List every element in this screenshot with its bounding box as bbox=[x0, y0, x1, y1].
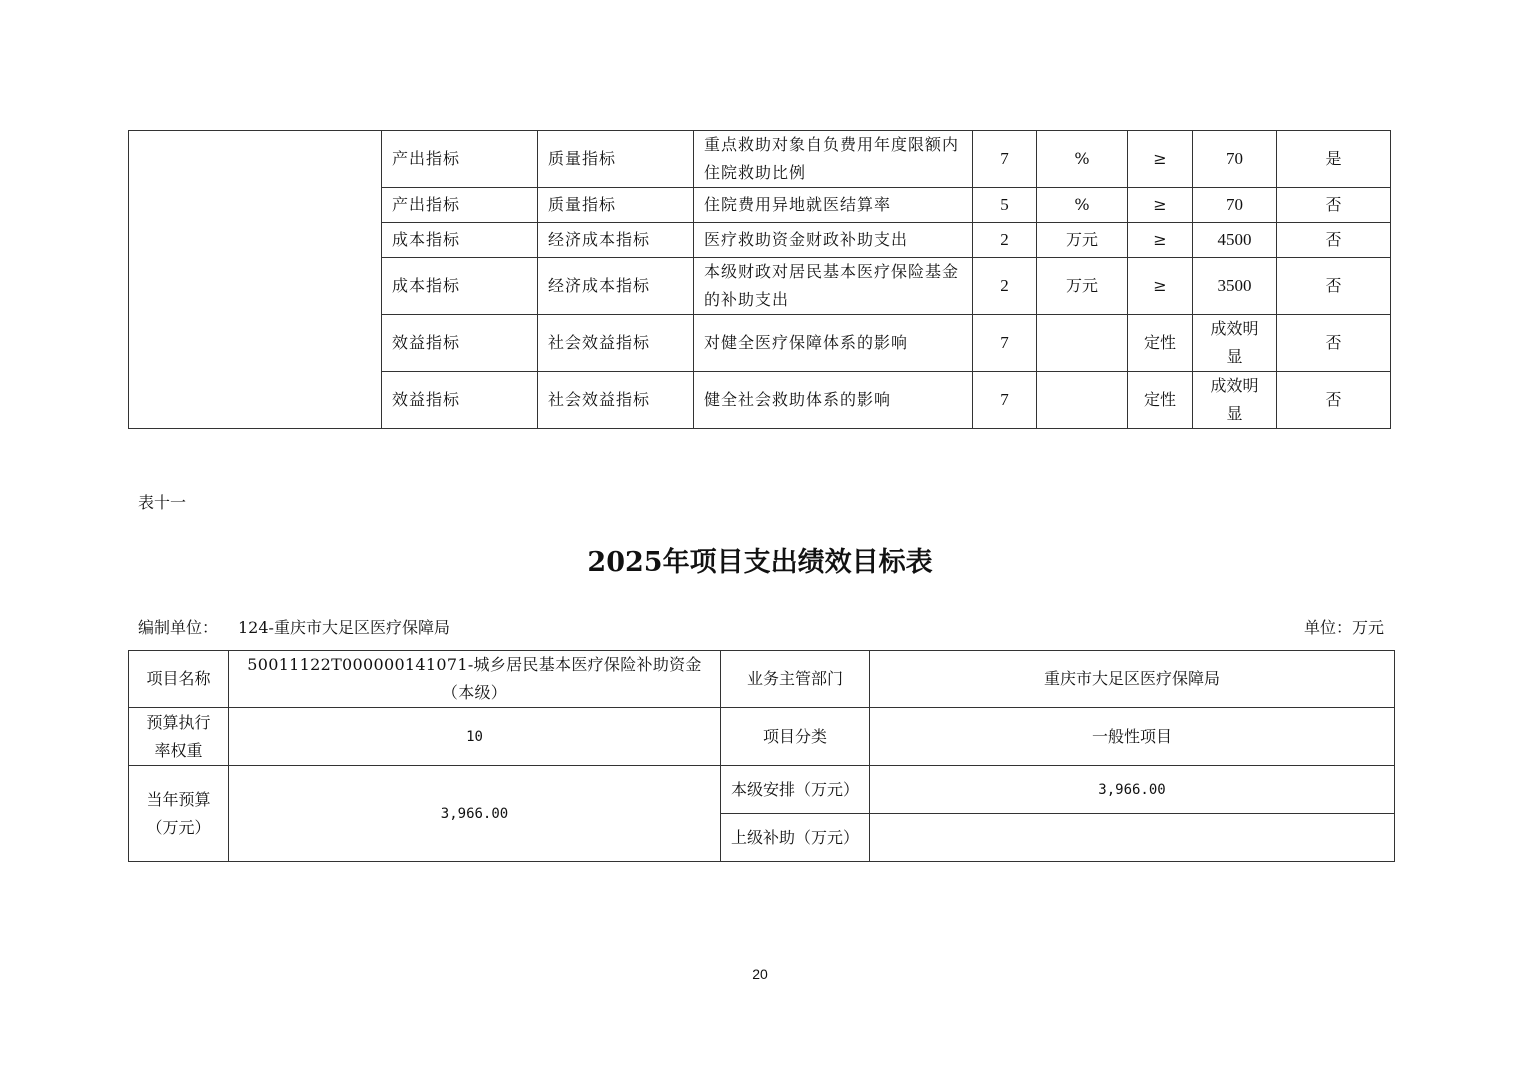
project-row bbox=[129, 708, 1395, 766]
category-label: 项目分类 bbox=[721, 708, 870, 766]
indicator-operator: 定性 bbox=[1128, 372, 1193, 429]
indicator-weight: 7 bbox=[973, 372, 1037, 429]
indicator-name: 住院费用异地就医结算率 bbox=[694, 188, 973, 223]
project-name-value: 50011122T000000141071-城乡居民基本医疗保险补助资金（本级） bbox=[229, 651, 721, 708]
indicator-table bbox=[128, 130, 1391, 429]
indicator-value: 成效明显 bbox=[1193, 315, 1277, 372]
indicator-weight: 2 bbox=[973, 223, 1037, 258]
local-value: 3,966.00 bbox=[870, 766, 1395, 814]
blank-merged-cell bbox=[129, 131, 382, 429]
indicator-weight: 7 bbox=[973, 315, 1037, 372]
indicator-value: 70 bbox=[1193, 188, 1277, 223]
level1-indicator: 产出指标 bbox=[382, 188, 538, 223]
indicator-operator: ≥ bbox=[1128, 223, 1193, 258]
indicator-core-flag: 否 bbox=[1277, 188, 1391, 223]
indicator-value: 3500 bbox=[1193, 258, 1277, 315]
indicator-name: 对健全医疗保障体系的影响 bbox=[694, 315, 973, 372]
project-table bbox=[128, 650, 1395, 862]
indicator-value: 4500 bbox=[1193, 223, 1277, 258]
table-label: 表十一 bbox=[138, 493, 187, 512]
indicator-name: 重点救助对象自负费用年度限额内住院救助比例 bbox=[694, 131, 973, 188]
exec-weight-label: 预算执行率权重 bbox=[129, 708, 229, 766]
indicator-unit bbox=[1037, 315, 1128, 372]
unit-text: 单位：万元 bbox=[1303, 618, 1384, 637]
indicator-operator: ≥ bbox=[1128, 258, 1193, 315]
indicator-weight: 2 bbox=[973, 258, 1037, 315]
indicator-core-flag: 否 bbox=[1277, 372, 1391, 429]
dept-value: 重庆市大足区医疗保障局 bbox=[870, 651, 1395, 708]
level1-indicator: 成本指标 bbox=[382, 258, 538, 315]
indicator-core-flag: 是 bbox=[1277, 131, 1391, 188]
indicator-weight: 5 bbox=[973, 188, 1037, 223]
indicator-unit: 万元 bbox=[1037, 223, 1128, 258]
project-row bbox=[129, 651, 1395, 708]
indicator-name: 健全社会救助体系的影响 bbox=[694, 372, 973, 429]
level1-indicator: 产出指标 bbox=[382, 131, 538, 188]
level2-indicator: 质量指标 bbox=[538, 131, 694, 188]
exec-weight-value: 10 bbox=[229, 708, 721, 766]
upper-label: 上级补助（万元） bbox=[721, 814, 870, 862]
local-label: 本级安排（万元） bbox=[721, 766, 870, 814]
indicator-unit bbox=[1037, 372, 1128, 429]
indicator-core-flag: 否 bbox=[1277, 223, 1391, 258]
level1-indicator: 效益指标 bbox=[382, 315, 538, 372]
org-label: 编制单位： bbox=[138, 618, 219, 637]
page-number: 20 bbox=[752, 966, 768, 982]
indicator-row bbox=[129, 131, 1391, 188]
level2-indicator: 质量指标 bbox=[538, 188, 694, 223]
indicator-unit: 万元 bbox=[1037, 258, 1128, 315]
budget-value: 3,966.00 bbox=[229, 766, 721, 862]
level2-indicator: 经济成本指标 bbox=[538, 258, 694, 315]
indicator-weight: 7 bbox=[973, 131, 1037, 188]
category-value: 一般性项目 bbox=[870, 708, 1395, 766]
indicator-unit: % bbox=[1037, 131, 1128, 188]
level2-indicator: 经济成本指标 bbox=[538, 223, 694, 258]
indicator-operator: ≥ bbox=[1128, 188, 1193, 223]
level2-indicator: 社会效益指标 bbox=[538, 315, 694, 372]
level1-indicator: 成本指标 bbox=[382, 223, 538, 258]
indicator-operator: ≥ bbox=[1128, 131, 1193, 188]
indicator-core-flag: 否 bbox=[1277, 315, 1391, 372]
indicator-name: 医疗救助资金财政补助支出 bbox=[694, 223, 973, 258]
level2-indicator: 社会效益指标 bbox=[538, 372, 694, 429]
dept-label: 业务主管部门 bbox=[721, 651, 870, 708]
org-value: 124-重庆市大足区医疗保障局 bbox=[238, 618, 450, 637]
indicator-core-flag: 否 bbox=[1277, 258, 1391, 315]
indicator-operator: 定性 bbox=[1128, 315, 1193, 372]
indicator-unit: % bbox=[1037, 188, 1128, 223]
indicator-value: 70 bbox=[1193, 131, 1277, 188]
budget-label: 当年预算（万元） bbox=[129, 766, 229, 862]
indicator-name: 本级财政对居民基本医疗保险基金的补助支出 bbox=[694, 258, 973, 315]
indicator-value: 成效明显 bbox=[1193, 372, 1277, 429]
page-title: 2025年项目支出绩效目标表 bbox=[587, 547, 933, 578]
upper-value bbox=[870, 814, 1395, 862]
project-name-label: 项目名称 bbox=[129, 651, 229, 708]
project-row bbox=[129, 766, 1395, 814]
level1-indicator: 效益指标 bbox=[382, 372, 538, 429]
